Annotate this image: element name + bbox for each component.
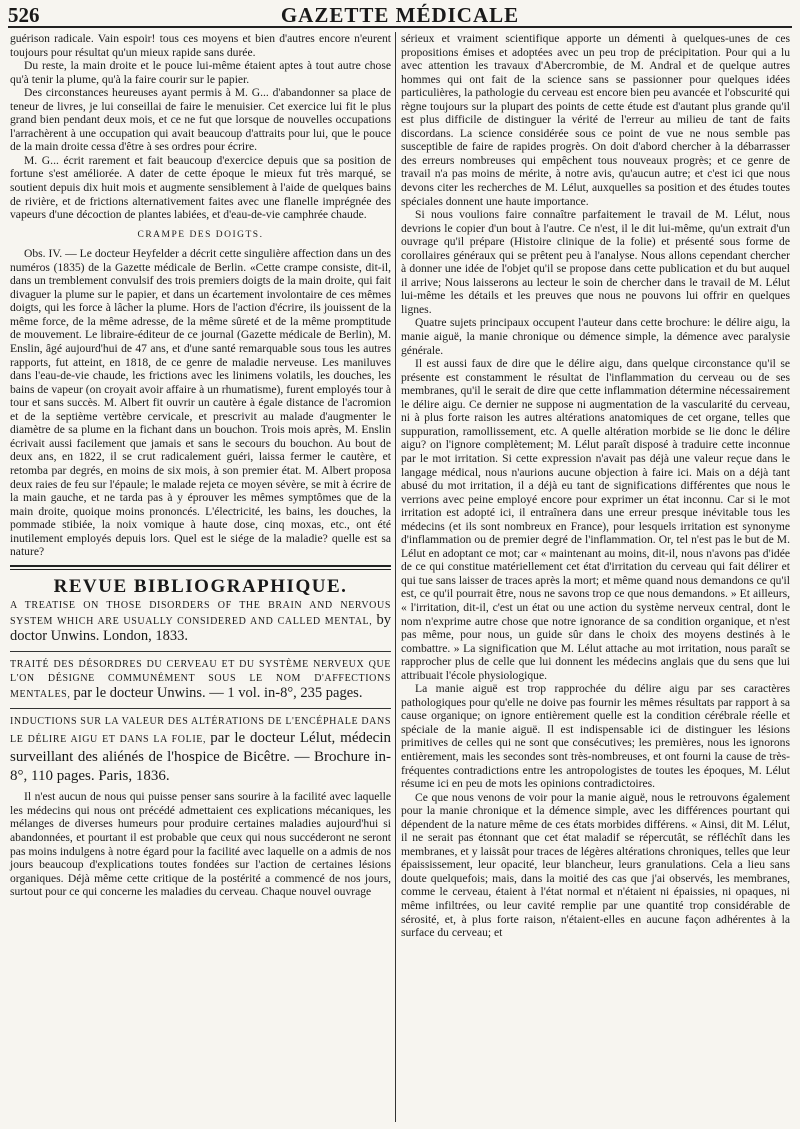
column-divider [395, 32, 396, 1122]
paragraph: sérieux et vraiment scientifique apporte un démenti à quelques-unes de ces propositions émises et adoptées avec un peu trop de précipitation. Pour qui a lu avec attention les travaux d'Abercrombie, de M. Andral et de quelque autres hommes qui ont fait de la science sans se passionner pour quelques idées particulières, la pathologie du cerveau est encore bien peu avancée et l'obscurité qui règne toujours sur la plupart des points de cette étude est d'autant plus grande qu'il est plus difficile de distinguer la vérité de l'erreur au milieu de tant de faits discordans. La science considérée sous ce point de vue ne nous semble pas susceptible de faire de rapides progrès. On doit d'abord chercher à la débarrasser des erreurs nombreuses qui empêchent tous nouveaux progrès; et ce genre de travail n'a pas moins de mérite, à notre avis, qu'aucun autre; et c'est ici que nous devons citer les recherches de M. Lélut, auxquelles sa position et des études toutes spéciales donnent une haute importance. [401, 32, 790, 208]
entry-title: INDUCTIONS SUR LA VALEUR DES ALTÉRATIONS DE L'ENCÉPHALE DANS LE DÉLIRE AIGU ET DANS LA FOLIE, [10, 716, 391, 746]
bibliography-entry [10, 658, 391, 702]
entry-author: par le docteur Lélut, médecin surveillant des aliénés de l'hospice de Bicêtre. — Brochure in-8°, 110 pages. Paris, 1836. [10, 730, 391, 785]
paragraph: Il est aussi faux de dire que le délire aigu, dans quelque circonstance qu'il se présente est constamment le résultat de l'inflammation du cerveau ou de ses membranes, qu'il le serait de dire que cette inflammation détermine nécessairement le délire aigu. Ce dernier ne suppose ni augmentation de la vascularité du cerveau, ni à plus forte raison les autres altérations anatomiques de cet organe, telles que suppuration, ramollissement, etc. A quelle altération morbide se lie donc le délire aigu? on l'ignore complètement; M. Lélut paraît disposé à traduire cette inconnue par le mot irritation. Si cette expression n'avait pas déjà une valeur reçue dans le langage médical, nous n'aurions aucune objection à faire ici. Mais on a déjà tant abusé du mot irritation, il a déjà eu tant de significations différentes que nous le verrions avec peine employé encore pour exprimer un état inconnu. Car si le mot irritation est adopté ici, il entraînera dans une erreur presque inévitable tous les médecins (et ils sont nombreux en France), pour lesquels irritation est synonyme d'inflammation ou de premier degré de l'inflammation. Or, tel n'est pas le but de M. Lélut en adoptant ce mot; car « maintenant au moins, dit-il, nous n'avons pas d'idée de ce qui constitue matériellement cet état d'irritation du cerveau qui fait délirer et qui tue sans laisser de traces après la mort; et même quand nous demandons ce qu'il est, ce qu'il pourrait être, nous ne savons trop ce que nous demandons. » Et ailleurs, « l'irritation, dit-il, c'est un état ou une action du système nerveux central, dont le nom n'exprime autre chose que notre ignorance de sa condition organique, et n'est pas même, pour nous, un guide sûr dans le choix des moyens destinés à le combattre. » La signification que M. Lélut attache au mot irritation, nous paraît se rapprocher plus de celle que lui donnent les médecins anglais que du sens que lui attribuait l'école physiologique. [401, 357, 790, 682]
page-header [8, 0, 792, 28]
paragraph: Des circonstances heureuses ayant permis à M. G... d'abandonner sa place de teneur de livres, je lui conseillai de faire le menuisier. Cet exercice lui fit le plus grand bien pendant deux mois, et ce ne fut que lorsque de nouvelles occupations l'arrachèrent à une occupation qui avait beaucoup d'attraits pour lui, que le pouce de la main droite cessa d'être à ses ordres pour écrire. [10, 86, 391, 154]
bibliography-entry [10, 599, 391, 645]
rule [10, 708, 391, 709]
section-heading: CRAMPE DES DOIGTS. [137, 229, 264, 240]
page-number: 526 [8, 3, 40, 27]
entry-title: TRAITÉ DES DÉSORDRES DU CERVEAU ET DU SYSTÈME NERVEUX QUE L'ON DÉSIGNE COMMUNÉMENT SOUS LE NOM D'AFFECTIONS MENTALES, [10, 659, 391, 701]
right-column [401, 32, 790, 940]
rule [10, 651, 391, 652]
journal-title: GAZETTE MÉDICALE [280, 3, 520, 27]
rule [10, 565, 391, 567]
entry-author: by doctor Unwins. London, 1833. [10, 612, 391, 645]
paragraph: Obs. IV. — Le docteur Heyfelder a décrit cette singulière affection dans un des numéros (1835) de la Gazette médicale de Berlin. «Cette crampe consiste, dit-il, dans un tremblement convulsif des trois premiers doigts de la main droite, qui fait divaguer la plume sur le papier, et dans un écartement involontaire de ces mêmes doigts, qui les force à lâcher la plume. Hors de l'action d'écrire, ils jouissent de la même force, de la même adresse, de la même sûreté et de la même promptitude de mouvement. Le libraire-éditeur de ce journal (Gazette médicale de Berlin), M. Enslin, âgé aujourd'hui de 47 ans, et d'une santé remarquable sous tous les autres rapports, fut atteint, en 1818, de ce genre de maladie nerveuse. Les maniluves dans l'eau-de-vie chaude, les frictions avec les linimens volatils, les douches, les bains de vapeur (on croyait avoir affaire à un rhumatisme), furent employés tour à tour et sans succès. M. Albert fit ouvrir un cautère à égale distance de l'acromion et de la septième vertèbre cervicale, et prescrivit au malade d'augmenter le diamètre de sa plume en la fichant dans un bouchon. Trois mois après, M. Enslin écrivait aussi facilement que jamais et sans le secours du bouchon. Au bout de deux ans, en 1822, il se crut radicalement guéri, laissa fermer le cautère, et retomba par degrés, en moins de six mois, à son premier état. M. Albert proposa deux raies de feu sur l'épaule; le malade rejeta ce moyen sévère, se mit à écrire de la main gauche, et ne tarda pas à y éprouver les mêmes symptômes que de la main droite, quoique moins prononcés. L'électricité, les bains, les douches, la pommade stibiée, la noix vomique à haute dose, cinq moxas, etc., ont été inutilement employés depuis lors. Quel est le siége de la maladie? quelle est sa nature? [10, 247, 391, 559]
paragraph: Du reste, la main droite et le pouce lui-même étaient aptes à tout autre chose qu'à tenir la plume, qu'à la faire courir sur le papier. [10, 59, 391, 86]
revue-bibliographique-heading: REVUE BIBLIOGRAPHIQUE. [53, 575, 348, 597]
entry-author: par le docteur Unwins. — 1 vol. in-8°, 235 pages. [73, 685, 363, 702]
bibliography-entry [10, 715, 391, 786]
paragraph: Quatre sujets principaux occupent l'auteur dans cette brochure: le délire aigu, la manie aiguë, la manie chronique ou démence simple, la démence avec paralysie générale. [401, 316, 790, 357]
left-column [10, 32, 391, 899]
paragraph: M. G... écrit rarement et fait beaucoup d'exercice depuis que sa position de fortune s'est améliorée. A dater de cette époque le mieux fut très marqué, se soutient depuis dix huit mois et augmente sensiblement à l'aide de quelques bains de rivière, et de frictions alternativement faites avec une flanelle imprégnée des vapeurs d'une décoction de plantes labiées, et d'eau-de-vie camphrée chaude. [10, 153, 391, 222]
entry-title: A TREATISE ON THOSE DISORDERS OF THE BRAIN AND NERVOUS SYSTEM WHICH ARE USUALLY CONSIDERED AND CALLED MENTAL, [10, 600, 391, 628]
paragraph: guérison radicale. Vain espoir! tous ces moyens et bien d'autres encore n'eurent toujours pour résultat qu'un mieux rapide sans durée. [10, 32, 391, 59]
rule [10, 569, 391, 570]
paragraph: La manie aiguë est trop rapprochée du délire aigu par ses caractères pathologiques pour qu'elle ne doive pas fournir les mêmes résultats par rapport à sa cause organique; on ignore entièrement quelle est la condition cérébrale réelle et spéciale de la manie aiguë. Il est indispensable ici de distinguer les lésions primitives de celles qui ne sont que consécutives; les premières, nous les ignorons entièrement, mais les secondes sont très-nombreuses, et ont fourni la cause de très-fréquentes contradictions entre les antropologistes de toutes les époques, M. Lélut résume ici en peu de mots les opinions contradictoires. [401, 682, 790, 791]
paragraph: Il n'est aucun de nous qui puisse penser sans sourire à la facilité avec laquelle les médecins qui nous ont précédé admettaient ces explications mécaniques, les mélanges de diverses humeurs pour produire certaines maladies aujourd'hui si abandonnées, et pourtant il est probable que ceux qui nous succéderont ne seront pas moins indulgens à notre égard pour la facilité avec laquelle on a admis de nos jours beaucoup d'explications toutes fondées sur l'action de certaines lésions organiques. Déjà même cette critique de la postérité a commencé de nos jours, surtout pour ce qui concerne les maladies du cerveau. Chaque nouvel ouvrage [10, 790, 391, 899]
paragraph: Ce que nous venons de voir pour la manie aiguë, nous le retrouvons également pour la manie chronique et la démence simple, avec les différences pourtant qui dépendent de la nature même de ces états morbides différens. « Ainsi, dit M. Lélut, il ne serait pas étonnant que cet état maladif se répercutât, se réfléchît dans les membranes, et y laissât pour traces de légères altérations chroniques, telles que leur épaississement, leur opacité, leur blancheur, leurs granulations. Cela a lieu sans doute quelquefois; mais, dans la moitié des cas que j'ai observés, les membranes, comme le cerveau, étaient à l'état normal et n'étaient ni épaissies, ni opaques, ni même infiltrées, ou leur cavité remplie par une quantité trop considérable de sérosité, et, à plus forte raison, n'étaient-elles en aucune façon adhérentes à la surface du cerveau; et [401, 790, 790, 940]
paragraph: Si nous voulions faire connaître parfaitement le travail de M. Lélut, nous devrions le copier d'un bout à l'autre. Ce n'est, il le dit lui-même, qu'un extrait d'un ouvrage qu'il prépare (Histoire clinique de la folie) et présenté sous forme de corollaires généraux qui se prêtent peu à l'analyse. Nous allons cependant chercher à donner une idée de l'objet qu'il se propose dans cette publication et du but auquel il arrive; Nous laisserons au lecteur le soin de chercher dans le travail de M. Lélut lui-même les détails et les preuves que nous ne pouvons lui offrir en quelques lignes. [401, 208, 790, 316]
